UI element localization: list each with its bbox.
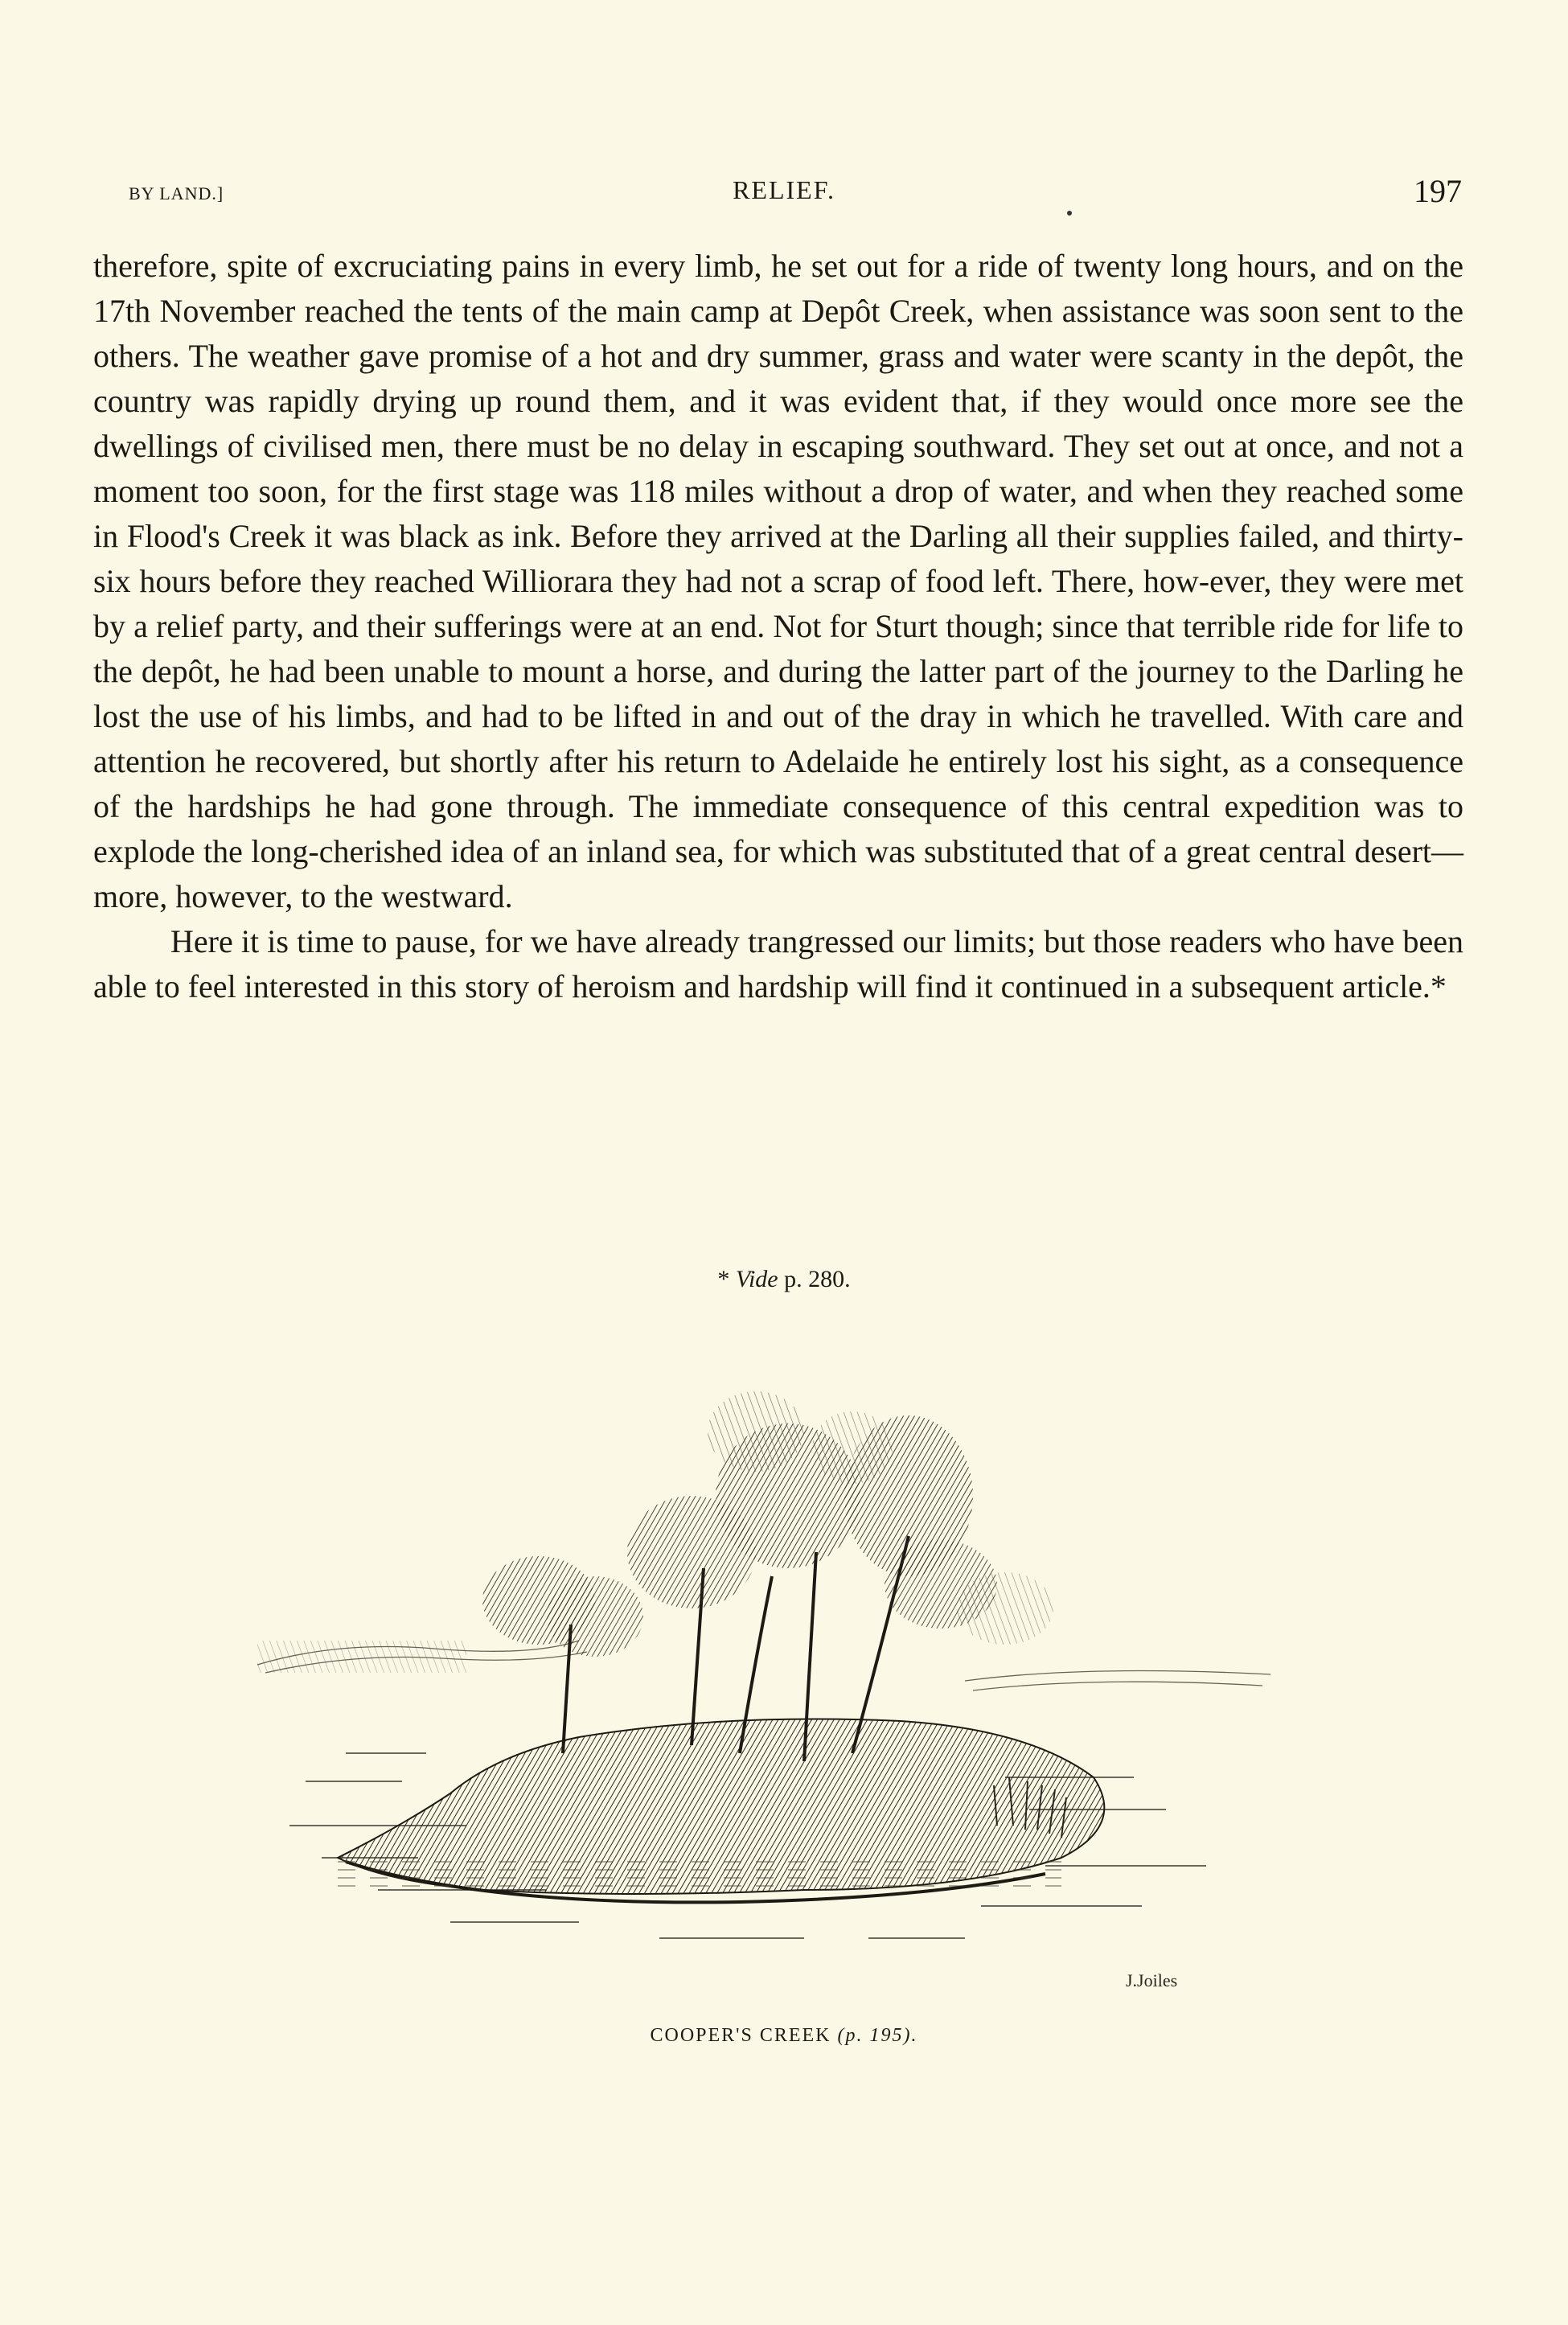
coopers-creek-engraving <box>241 1375 1287 2003</box>
running-head-title: RELIEF. <box>733 175 835 204</box>
paragraph-1: therefore, spite of excruciating pains in every limb, he set out for a ride of twenty long hours, and on the 17th November reached the tents of the main camp at Depôt Creek, when assistance was soon sent to the others. The weather gave promise of a hot and dry summer, grass and water were scanty in the depôt, the country was rapidly drying up round them, and it was evident that, if they would once more see the dwellings of civilised men, there must be no delay in escaping southward. They set out at once, and not a moment too soon, for the first stage was 118 miles without a drop of water, and when they reached some in Flood's Creek it was black as ink. Before they arrived at the Darling all their supplies failed, and thirty-six hours before they reached Williorara they had not a scrap of food left. There, how-ever, they were met by a relief party, and their sufferings were at an end. Not for Sturt though; since that terrible ride for life to the depôt, he had been unable to mount a horse, and during the latter part of the journey to the Darling he lost the use of his limbs, and had to be lifted in and out of the dray in which he travelled. With care and attention he recovered, but shortly after his return to Adelaide he entirely lost his sight, as a consequence of the hardships he had gone through. The immediate consequence of this central expedition was to explode the long-cherished idea of an inland sea, for which was substituted that of a great central desert—more, however, to the westward. <box>93 248 1463 914</box>
tree-foliage <box>482 1391 1053 1657</box>
footnote-vide: Vide <box>735 1266 778 1292</box>
caption-page-ref: (p. 195). <box>837 2025 918 2046</box>
print-speck <box>1067 211 1072 216</box>
footnote-marker: * <box>717 1266 730 1292</box>
caption-title: COOPER'S CREEK <box>650 2025 831 2046</box>
running-head <box>0 172 1568 212</box>
running-head-section: BY LAND.] <box>129 183 224 203</box>
body-text <box>93 244 1463 1009</box>
footnote-ref: p. 280. <box>784 1266 851 1292</box>
footnote <box>0 1266 1568 1293</box>
artist-signature: J.Joiles <box>1126 1970 1178 1990</box>
illustration-caption <box>0 2025 1568 2047</box>
page-number: 197 <box>1414 173 1462 209</box>
paragraph-2: Here it is time to pause, for we have already trangressed our limits; but those readers who have been able to feel interested in this story of heroism and hardship will find it continued in a subsequent article.* <box>93 923 1463 1004</box>
